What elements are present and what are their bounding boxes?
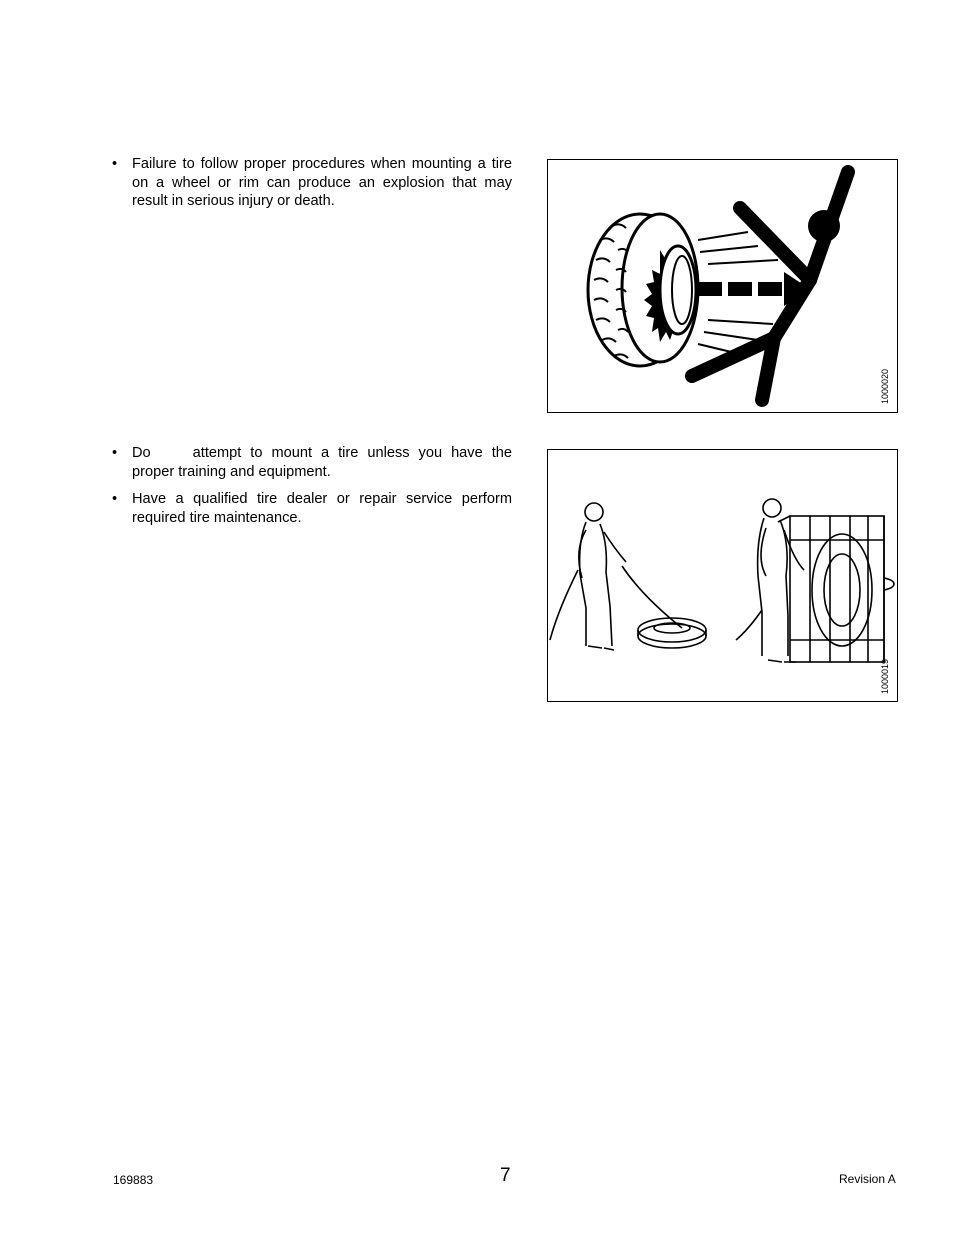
bullet-text-start: Do — [132, 445, 151, 461]
exploding-tire-icon — [548, 160, 897, 412]
tire-inflation-figure — [547, 449, 898, 702]
document-number: 169883 — [113, 1173, 154, 1187]
list-item — [112, 155, 512, 211]
bullet-marker: • — [112, 156, 118, 172]
exploding-tire-figure — [547, 159, 898, 413]
list-item — [112, 444, 512, 481]
bullet-marker: • — [112, 445, 118, 461]
bullet-text-end: attempt to mount a tire unless you have the proper training and equipment. — [132, 445, 512, 480]
figure-id: 1000019 — [880, 658, 890, 694]
bullet-text: Have a qualified tire dealer or repair service perform required tire maintenance. — [132, 491, 512, 526]
figure-id: 1000020 — [880, 368, 890, 404]
warning-text-block-1 — [112, 155, 512, 220]
tire-inflation-cage-icon — [548, 450, 897, 701]
list-item — [112, 490, 512, 527]
revision-label: Revision A — [839, 1172, 896, 1186]
bullet-marker: • — [112, 491, 118, 508]
bullet-text: Failure to follow proper procedures when mounting a tire on a wheel or rim can produce an explosion that may result in serious injury or death. — [132, 156, 512, 210]
warning-text-block-2 — [112, 444, 512, 536]
page-number: 7 — [500, 1165, 511, 1186]
